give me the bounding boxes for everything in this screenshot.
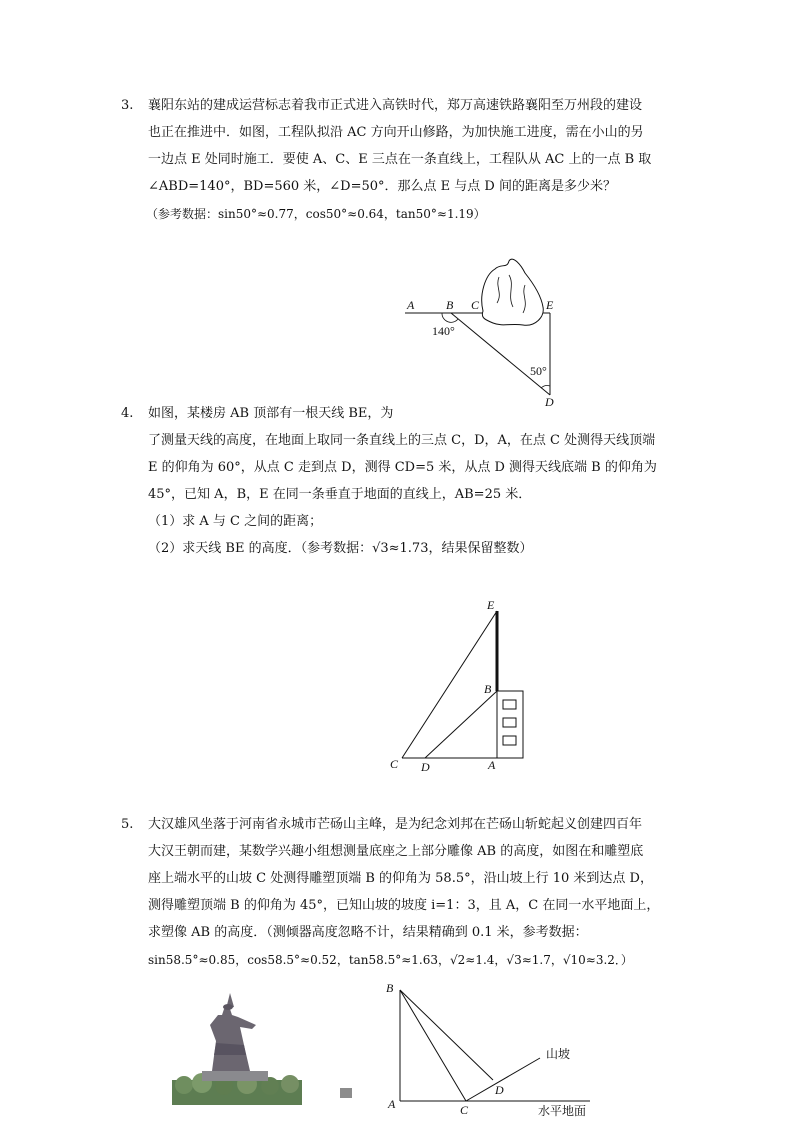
window-2 bbox=[503, 718, 516, 727]
mountain-icon bbox=[482, 259, 544, 325]
label-a: A bbox=[407, 298, 415, 312]
window-1 bbox=[503, 700, 516, 709]
problem-3-number: 3. bbox=[121, 98, 134, 113]
statue-base bbox=[202, 1071, 268, 1081]
problem-4-figure bbox=[385, 595, 535, 780]
problem-3-line-2: 也正在推进中．如图，工程队拟沿 AC 方向开山修路，为加快施工进度，需在小山的另 bbox=[148, 125, 644, 140]
problem-5-line-4: 测得雕塑顶端 B 的仰角为 45°，已知山坡的坡度 i=1：3，且 A，C 在同一水平地面上， bbox=[148, 898, 660, 913]
line-bc bbox=[400, 990, 466, 1101]
angle-d-label: 50° bbox=[530, 364, 547, 378]
label-d: D bbox=[421, 760, 430, 774]
problem-5-line-6: sin58.5°≈0.85，cos58.5°≈0.52，tan58.5°≈1.63，√2≈1.4，√3≈1.7，√10≈3.2．） bbox=[148, 953, 633, 967]
window-3 bbox=[503, 736, 516, 745]
problem-4-sub-2: （2）求天线 BE 的高度．（参考数据：√3≈1.73，结果保留整数） bbox=[148, 541, 533, 556]
problem-5-line-3: 座上端水平的山坡 C 处测得雕塑顶端 B 的仰角为 58.5°，沿山坡上行 10 米到达点 D， bbox=[148, 871, 653, 886]
ground-label: 水平地面 bbox=[538, 1104, 587, 1118]
statue-figure bbox=[210, 1009, 256, 1071]
line-db bbox=[425, 691, 497, 758]
line-bd bbox=[400, 990, 493, 1080]
problem-4-number: 4. bbox=[121, 406, 134, 421]
statue-photo bbox=[172, 985, 362, 1105]
problem-5-figure bbox=[380, 978, 615, 1118]
label-e: E bbox=[487, 598, 495, 612]
slope-label: 山坡 bbox=[546, 1047, 571, 1061]
problem-4-line-1: 如图，某楼房 AB 顶部有一根天线 BE，为 bbox=[148, 406, 394, 421]
problem-5-line-2: 大汉王朝而建，某数学兴趣小组想测量底座之上部分雕像 AB 的高度，如图在和雕塑底 bbox=[148, 844, 644, 859]
problem-5-number: 5. bbox=[121, 817, 134, 832]
label-a: A bbox=[388, 1097, 396, 1111]
label-c: C bbox=[471, 298, 480, 312]
label-d: D bbox=[495, 1083, 504, 1097]
small-marker bbox=[340, 1088, 352, 1098]
problem-3-line-1: 襄阳东站的建成运营标志着我市正式进入高铁时代，郑万高速铁路襄阳至万州段的建设 bbox=[148, 98, 643, 113]
line-bd bbox=[451, 313, 550, 395]
angle-d-arc bbox=[541, 386, 550, 388]
problem-5-line-1: 大汉雄风坐落于河南省永城市芒砀山主峰，是为纪念刘邦在芒砀山斩蛇起义创建四百年 bbox=[148, 817, 643, 832]
label-b: B bbox=[446, 298, 454, 312]
angle-b-label: 140° bbox=[432, 324, 455, 338]
line-ce bbox=[402, 611, 497, 758]
label-e: E bbox=[546, 298, 554, 312]
problem-4-line-2: 了测量天线的高度，在地面上取同一条直线上的三点 C，D，A，在点 C 处测得天线顶端 bbox=[148, 433, 656, 448]
building-ab bbox=[497, 691, 523, 758]
label-a: A bbox=[488, 758, 496, 772]
label-b: B bbox=[386, 981, 394, 995]
problem-5-line-5: 求塑像 AB 的高度．（测倾器高度忽略不计，结果精确到 0.1 米，参考数据： bbox=[148, 925, 588, 940]
angle-b-arc bbox=[442, 313, 458, 322]
problem-3-reference: （参考数据：sin50°≈0.77，cos50°≈0.64，tan50°≈1.19） bbox=[146, 207, 486, 221]
problem-3-line-4: ∠ABD=140°，BD=560 米，∠D=50°．那么点 E 与点 D 间的距离是多少米？ bbox=[148, 179, 616, 194]
problem-4-line-4: 45°，已知 A，B，E 在同一条垂直于地面的直线上，AB=25 米． bbox=[148, 487, 532, 502]
label-b: B bbox=[484, 682, 492, 696]
problem-4-line-3: E 的仰角为 60°，从点 C 走到点 D，测得 CD=5 米，从点 D 测得天线底端 B 的仰角为 bbox=[148, 460, 657, 475]
label-c: C bbox=[460, 1103, 469, 1117]
problem-4-sub-1: （1）求 A 与 C 之间的距离； bbox=[148, 514, 323, 529]
label-d: D bbox=[545, 395, 554, 409]
label-c: C bbox=[390, 757, 399, 771]
problem-3-line-3: 一边点 E 处同时施工．要使 A、C、E 三点在一条直线上，工程队从 AC 上的一点 B 取 bbox=[148, 152, 652, 167]
problem-3-figure bbox=[395, 255, 565, 410]
